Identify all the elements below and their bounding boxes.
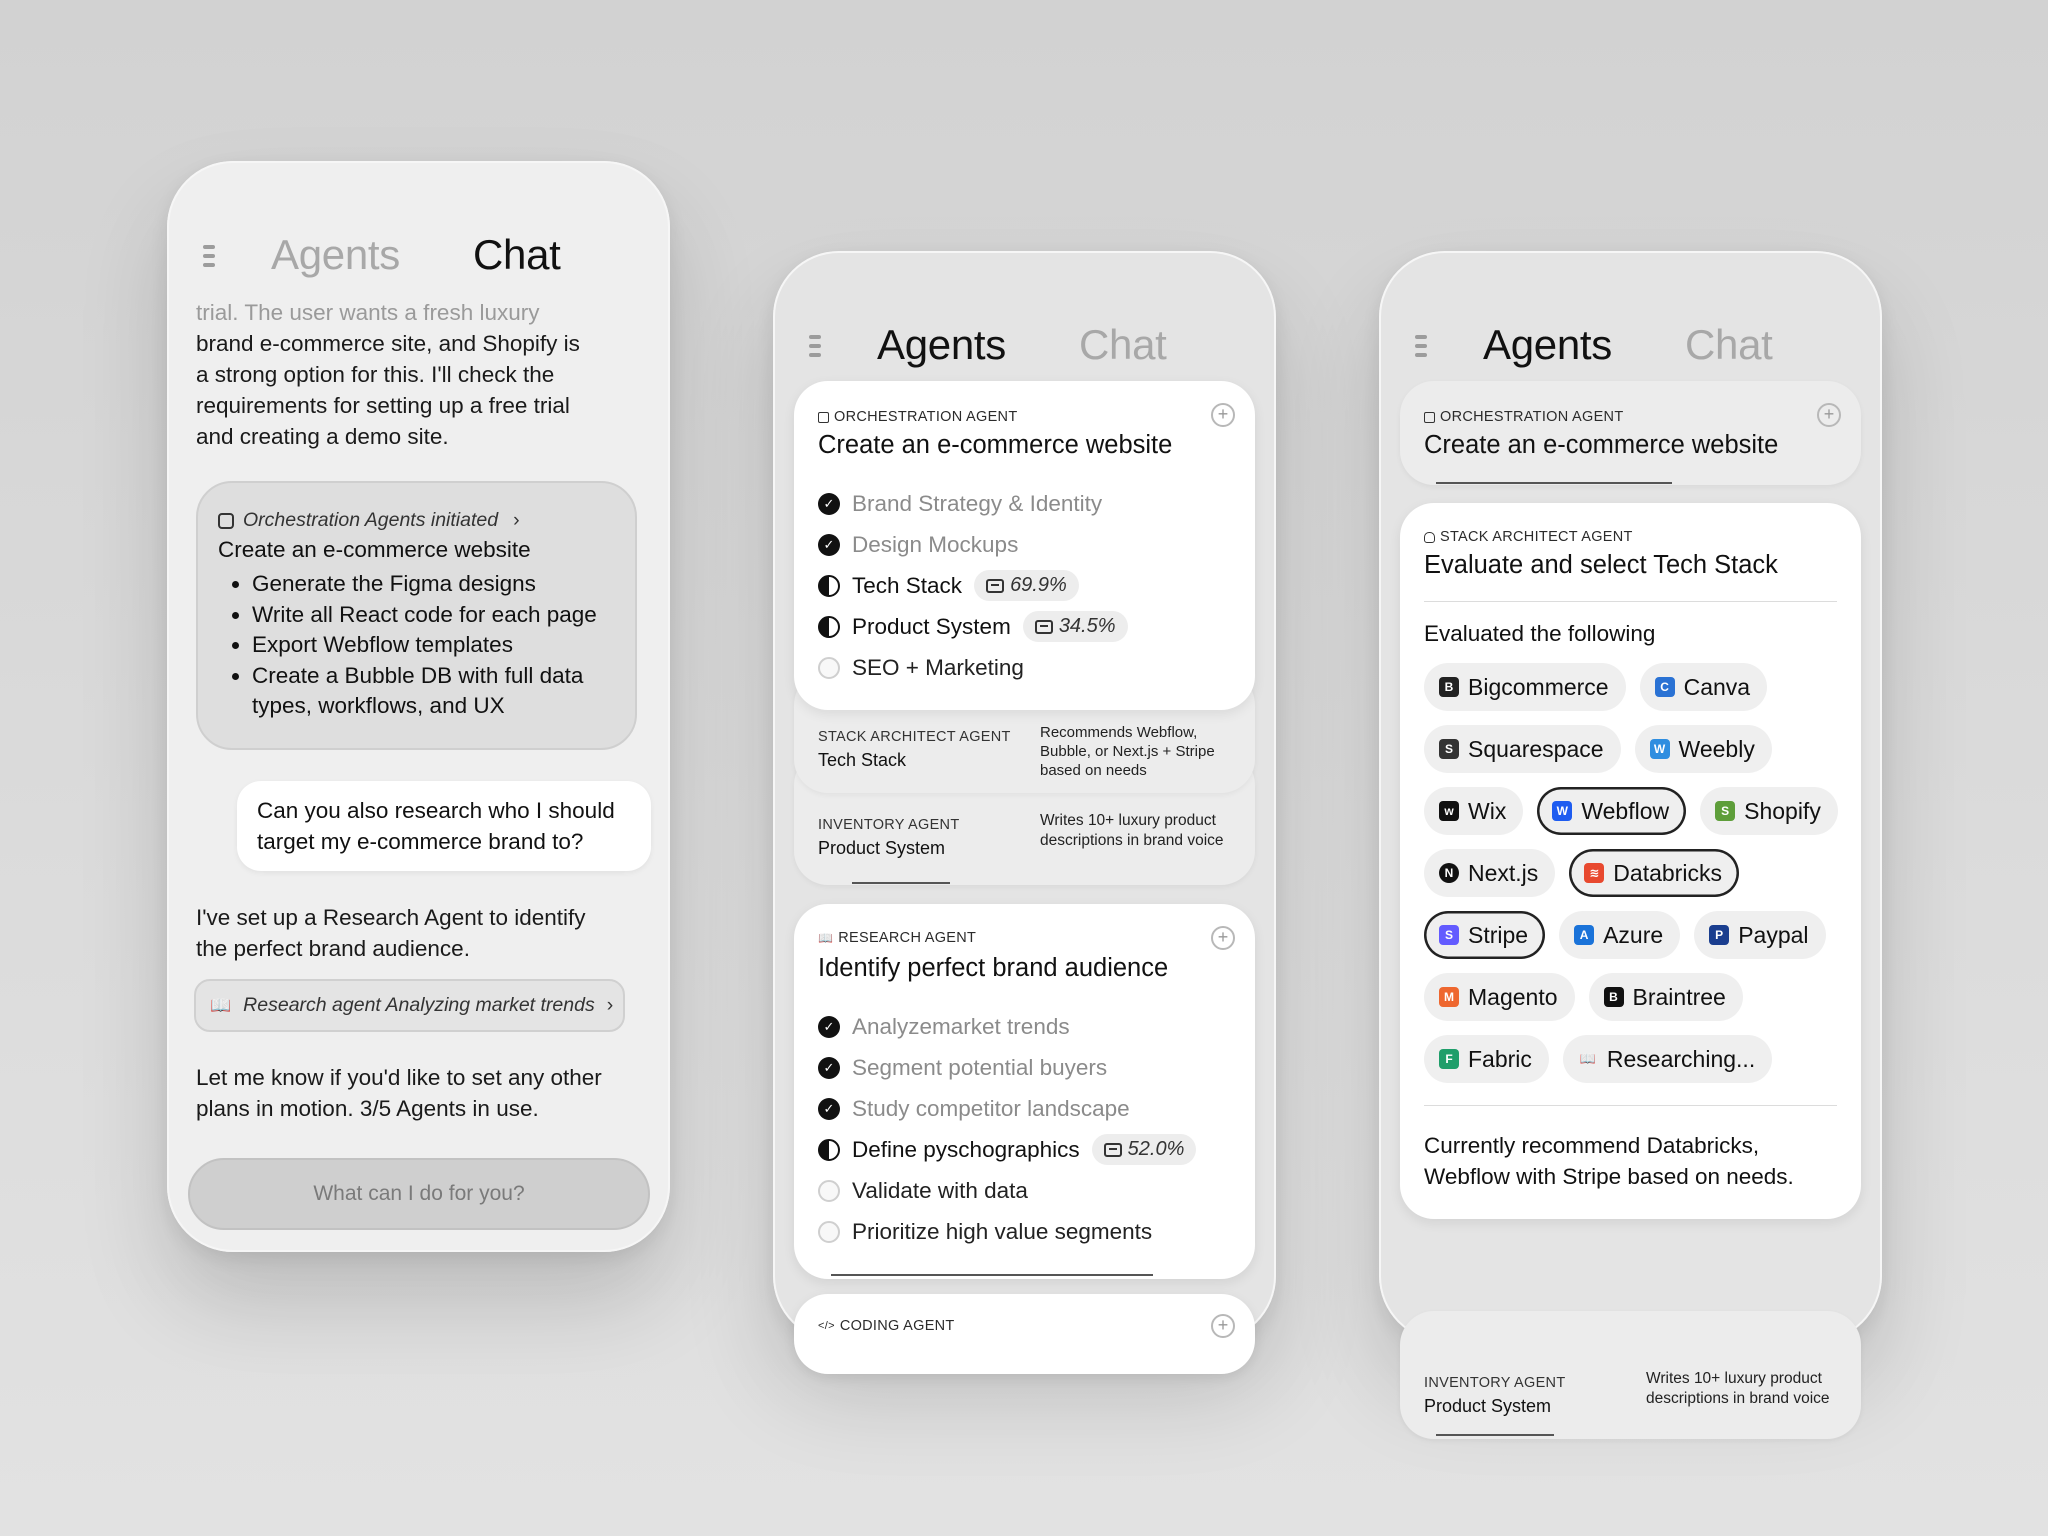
tech-chip-label: Wix [1468,797,1507,824]
inventory-agent-desc: Writes 10+ luxury product descriptions in brand voice [1646,1370,1830,1407]
tech-chip-label: Azure [1603,921,1664,948]
progress-bar [852,882,950,884]
inventory-agent-card[interactable] [1400,1311,1861,1439]
task-item: ✓ Segment potential buyers [818,1047,1243,1088]
tech-chip-label: Databricks [1613,859,1722,886]
assistant-closing: Let me know if you'd like to set any other plans in motion. 3/5 Agents in use. [196,1065,602,1121]
tech-chip-label: Researching... [1606,1045,1756,1072]
tech-chip[interactable] [1424,725,1621,773]
braintree-icon: B [1604,987,1624,1007]
tab-chat[interactable]: Chat [473,231,561,278]
tech-chip-label: Next.js [1468,859,1539,886]
empty-circle-icon [818,1180,840,1202]
tech-chip-label: Weebly [1678,735,1755,762]
orchestration-label: Orchestration Agents initiated [243,509,499,531]
progress-badge: 52.0% [1092,1134,1197,1165]
task-item: Prioritize high value segments [818,1211,1243,1252]
tech-chip[interactable] [1424,1035,1549,1083]
tech-chip-label: Webflow [1581,797,1670,824]
card-eyebrow: ORCHESTRATION AGENT [818,409,1017,425]
progress-icon [818,575,840,597]
tech-chip[interactable] [1700,787,1838,835]
list-item: • Generate the Figma designs [252,569,632,600]
agents-screen [773,251,1276,1342]
menu-icon[interactable] [809,335,821,363]
progress-icon [818,616,840,638]
chip-list [1424,663,1845,1083]
stack-agent-label: STACK ARCHITECT AGENT [818,729,1011,745]
task-item: Product System 34.5% [818,606,1243,647]
list-item: • Export Webflow templates [252,630,632,661]
task-list [818,1006,1243,1252]
canva-icon: C [1655,677,1675,697]
research-agent-pill[interactable] [194,979,625,1032]
book-icon: 📖 [818,931,834,945]
magento-icon: M [1439,987,1459,1007]
progress-badge: 69.9% [974,570,1079,601]
tech-chip-label: Shopify [1744,797,1821,824]
research-pill-label: Research agent Analyzing market trends [243,994,595,1016]
tech-chip-label: Magento [1468,983,1558,1010]
tech-chip[interactable] [1635,725,1772,773]
tech-chip[interactable] [1563,1035,1772,1083]
card-eyebrow: </> CODING AGENT [818,1318,955,1334]
list-item: • Create a Bubble DB with full data types, workflows, and UX [252,661,632,722]
squarespace-icon: S [1439,739,1459,759]
weebly-icon: W [1650,739,1670,759]
card-title: Create an e-commerce website [818,431,1173,459]
tech-chip[interactable] [1424,911,1545,959]
tech-chip[interactable] [1569,849,1739,897]
task-list [818,483,1243,688]
stripe-icon: S [1439,925,1459,945]
card-eyebrow: 📖 RESEARCH AGENT [818,930,977,946]
progress-icon [818,1139,840,1161]
progress-bar [831,1274,1153,1276]
list-item: • Write all React code for each page [252,600,632,631]
task-item: Tech Stack 69.9% [818,565,1243,606]
add-icon[interactable]: + [1817,403,1841,427]
user-message-bubble: Can you also research who I should target my e-commerce brand to? [237,781,651,871]
add-icon[interactable]: + [1211,1314,1235,1338]
tech-chip[interactable] [1424,787,1523,835]
agents-stack-screen [1379,251,1882,1416]
tech-chip-label: Paypal [1738,921,1809,948]
robot-icon [986,579,1004,593]
tech-chip[interactable] [1424,849,1555,897]
recommendation-text: Currently recommend Databricks, Webflow with Stripe based on needs. [1424,1133,1794,1189]
tech-chip[interactable] [1694,911,1825,959]
coding-agent-card[interactable] [794,1294,1255,1374]
chat-text-faded: trial. The user wants a fresh luxury [196,300,540,325]
empty-circle-icon [818,657,840,679]
orchestration-agent-card[interactable] [1400,381,1861,485]
tech-chip-label: Fabric [1468,1045,1532,1072]
book-icon: 📖 [1579,1051,1596,1066]
orchestration-agent-card[interactable] [794,381,1255,710]
check-icon: ✓ [818,1057,840,1079]
progress-badge: 34.5% [1023,611,1128,642]
tech-chip-label: Bigcommerce [1468,673,1609,700]
robot-icon [1035,620,1053,634]
card-eyebrow: STACK ARCHITECT AGENT [1424,529,1633,545]
code-icon: </> [818,1320,835,1332]
tech-chip-label: Canva [1683,673,1751,700]
stack-agent-value: Tech Stack [818,750,907,770]
tab-agents[interactable]: Agents [1483,321,1612,368]
header [1379,311,1882,391]
database-icon [1424,532,1435,543]
card-title: Evaluate and select Tech Stack [1424,551,1778,579]
tech-chip-label: Squarespace [1468,735,1604,762]
robot-icon [1104,1143,1122,1157]
inventory-agent-label: INVENTORY AGENT [818,817,960,833]
card-eyebrow: ORCHESTRATION AGENT [1424,409,1623,425]
fabric-icon: F [1439,1049,1459,1069]
tab-agents[interactable]: Agents [271,231,400,278]
menu-icon[interactable] [1415,335,1427,363]
progress-bar [1436,1434,1554,1436]
tab-chat[interactable]: Chat [1079,321,1167,368]
chevron-right-icon: › [606,994,614,1016]
check-icon: ✓ [818,534,840,556]
card-title: Identify perfect brand audience [818,954,1169,982]
paypal-icon: P [1709,925,1729,945]
progress-bar [1436,482,1672,484]
nextjs-icon: N [1439,863,1459,883]
check-icon: ✓ [818,1016,840,1038]
header [167,221,670,301]
shopify-icon: S [1715,801,1735,821]
research-agent-card[interactable] [794,904,1255,1279]
tech-chip[interactable] [1424,663,1626,711]
chat-input[interactable]: What can I do for you? [188,1158,650,1230]
task-item: ✓ Brand Strategy & Identity [818,483,1243,524]
tech-chip[interactable] [1640,663,1767,711]
inventory-agent-value: Product System [818,838,946,858]
tech-chip[interactable] [1424,973,1575,1021]
assistant-message: brand e-commerce site, and Shopify is a strong option for this. I'll check the requirements for setting up a free trial and creating a demo site. [196,331,580,449]
tech-chip-label: Braintree [1632,983,1726,1010]
tech-chip[interactable] [1537,787,1686,835]
orchestration-icon [1424,412,1435,423]
tech-chip-label: Stripe [1468,921,1529,948]
bigcommerce-icon: B [1439,677,1459,697]
webflow-icon: W [1552,801,1572,821]
tech-chip[interactable] [1589,973,1743,1021]
add-icon[interactable]: + [1211,926,1235,950]
task-item: Validate with data [818,1170,1243,1211]
assistant-reply: I've set up a Research Agent to identify the perfect brand audience. [196,905,586,961]
card-title: Create an e-commerce website [1424,431,1779,459]
menu-icon[interactable] [203,245,215,273]
divider [1424,601,1837,602]
tab-agents[interactable]: Agents [877,321,1006,368]
orchestration-icon [218,513,234,529]
databricks-icon: ≋ [1584,863,1604,883]
book-icon: 📖 [210,995,232,1015]
check-icon: ✓ [818,493,840,515]
chevron-right-icon: › [513,509,520,531]
task-item: ✓ Analyzemarket trends [818,1006,1243,1047]
task-item: ✓ Design Mockups [818,524,1243,565]
empty-circle-icon [818,1221,840,1243]
task-item: SEO + Marketing [818,647,1243,688]
orchestration-summary-card[interactable] [196,481,637,750]
orchestration-icon [818,412,829,423]
header [773,311,1276,391]
stack-agent-desc: Recommends Webflow, Bubble, or Next.js + Stripe based on needs [1040,724,1215,779]
inventory-agent-label: INVENTORY AGENT [1424,1375,1566,1391]
task-item: Define pyschographics 52.0% [818,1129,1243,1170]
orchestration-title: Create an e-commerce website [218,537,531,562]
inventory-agent-desc: Writes 10+ luxury product descriptions in brand voice [1040,812,1224,849]
tech-chip[interactable] [1559,911,1680,959]
inventory-agent-value: Product System [1424,1396,1552,1416]
evaluated-label: Evaluated the following [1424,621,1656,646]
azure-icon: A [1574,925,1594,945]
wix-icon: w [1439,801,1459,821]
divider [1424,1105,1837,1106]
tab-chat[interactable]: Chat [1685,321,1773,368]
check-icon: ✓ [818,1098,840,1120]
task-item: ✓ Study competitor landscape [818,1088,1243,1129]
chat-screen [167,161,670,1252]
add-icon[interactable]: + [1211,403,1235,427]
stack-architect-card[interactable] [1400,503,1861,1219]
